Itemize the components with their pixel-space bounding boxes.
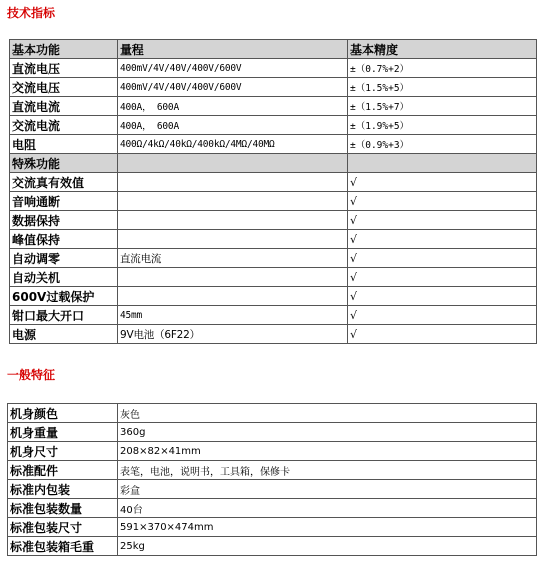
table-row bbox=[8, 404, 537, 423]
table-row bbox=[10, 97, 537, 116]
special-functions-label: 特殊功能 bbox=[10, 154, 118, 173]
function-label: 自动关机 bbox=[10, 268, 118, 287]
table-row bbox=[10, 306, 537, 325]
check-mark: √ bbox=[348, 192, 537, 211]
check-mark: √ bbox=[348, 249, 537, 268]
table-row bbox=[10, 268, 537, 287]
check-mark: √ bbox=[348, 287, 537, 306]
feature-value: 25kg bbox=[118, 537, 537, 556]
function-label: 自动调零 bbox=[10, 249, 118, 268]
function-label: 直流电压 bbox=[10, 59, 118, 78]
accuracy-value: ±（1.5%+7） bbox=[348, 97, 537, 116]
feature-label: 标准包装尺寸 bbox=[8, 518, 118, 537]
header-range: 量程 bbox=[118, 40, 348, 59]
tech-specs-heading: 技术指标 bbox=[7, 6, 56, 20]
table-row bbox=[8, 480, 537, 499]
header-function: 基本功能 bbox=[10, 40, 118, 59]
table-row bbox=[8, 518, 537, 537]
range-value: 400mV/4V/40V/400V/600V bbox=[118, 59, 348, 78]
tech-specs-table bbox=[9, 39, 537, 344]
table-row bbox=[10, 173, 537, 192]
function-label: 钳口最大开口 bbox=[10, 306, 118, 325]
table-row bbox=[10, 135, 537, 154]
table-row bbox=[10, 116, 537, 135]
range-value: 400A， 600A bbox=[118, 116, 348, 135]
accuracy-value: ±（0.7%+2） bbox=[348, 59, 537, 78]
function-label: 数据保持 bbox=[10, 211, 118, 230]
function-label: 峰值保持 bbox=[10, 230, 118, 249]
range-value bbox=[118, 230, 348, 249]
table-row bbox=[10, 59, 537, 78]
table-row bbox=[10, 325, 537, 344]
function-label: 直流电流 bbox=[10, 97, 118, 116]
range-value: 直流电流 bbox=[118, 249, 348, 268]
feature-label: 标准包装箱毛重 bbox=[8, 537, 118, 556]
feature-value: 360g bbox=[118, 423, 537, 442]
feature-label: 标准包装数量 bbox=[8, 499, 118, 518]
check-mark: √ bbox=[348, 268, 537, 287]
feature-value: 灰色 bbox=[118, 404, 537, 423]
range-value bbox=[118, 192, 348, 211]
table-row bbox=[10, 192, 537, 211]
check-mark: √ bbox=[348, 230, 537, 249]
accuracy-value: ±（1.9%+5） bbox=[348, 116, 537, 135]
check-mark: √ bbox=[348, 173, 537, 192]
table-row bbox=[10, 211, 537, 230]
header-accuracy: 基本精度 bbox=[348, 40, 537, 59]
empty-cell bbox=[348, 154, 537, 173]
special-functions-header-row bbox=[10, 154, 537, 173]
feature-label: 机身颜色 bbox=[8, 404, 118, 423]
table-row bbox=[8, 537, 537, 556]
range-value: 400mV/4V/40V/400V/600V bbox=[118, 78, 348, 97]
function-label: 交流真有效值 bbox=[10, 173, 118, 192]
table-row bbox=[8, 499, 537, 518]
range-value: 9V电池（6F22） bbox=[118, 325, 348, 344]
table-row bbox=[8, 423, 537, 442]
table-row bbox=[8, 461, 537, 480]
check-mark: √ bbox=[348, 306, 537, 325]
function-label: 电源 bbox=[10, 325, 118, 344]
general-features-table bbox=[7, 403, 537, 556]
feature-label: 机身重量 bbox=[8, 423, 118, 442]
function-label: 交流电压 bbox=[10, 78, 118, 97]
feature-label: 机身尺寸 bbox=[8, 442, 118, 461]
range-value: 400Ω/4kΩ/40kΩ/400kΩ/4MΩ/40MΩ bbox=[118, 135, 348, 154]
check-mark: √ bbox=[348, 211, 537, 230]
feature-value: 彩盒 bbox=[118, 480, 537, 499]
range-value: 400A， 600A bbox=[118, 97, 348, 116]
range-value: 45mm bbox=[118, 306, 348, 325]
accuracy-value: ±（1.5%+5） bbox=[348, 78, 537, 97]
feature-label: 标准内包装 bbox=[8, 480, 118, 499]
function-label: 电阻 bbox=[10, 135, 118, 154]
table-row bbox=[10, 230, 537, 249]
table-row bbox=[10, 249, 537, 268]
check-mark: √ bbox=[348, 325, 537, 344]
table-row bbox=[10, 287, 537, 306]
general-features-heading: 一般特征 bbox=[7, 368, 56, 382]
feature-value: 591×370×474mm bbox=[118, 518, 537, 537]
feature-value: 40台 bbox=[118, 499, 537, 518]
table-header-row bbox=[10, 40, 537, 59]
range-value bbox=[118, 173, 348, 192]
range-value bbox=[118, 287, 348, 306]
accuracy-value: ±（0.9%+3） bbox=[348, 135, 537, 154]
feature-value: 208×82×41mm bbox=[118, 442, 537, 461]
range-value bbox=[118, 211, 348, 230]
function-label: 交流电流 bbox=[10, 116, 118, 135]
function-label: 音响通断 bbox=[10, 192, 118, 211]
range-value bbox=[118, 268, 348, 287]
feature-value: 表笔，电池，说明书，工具箱，保修卡 bbox=[118, 461, 537, 480]
empty-cell bbox=[118, 154, 348, 173]
feature-label: 标准配件 bbox=[8, 461, 118, 480]
function-label: 600V过载保护 bbox=[10, 287, 118, 306]
table-row bbox=[10, 78, 537, 97]
table-row bbox=[8, 442, 537, 461]
